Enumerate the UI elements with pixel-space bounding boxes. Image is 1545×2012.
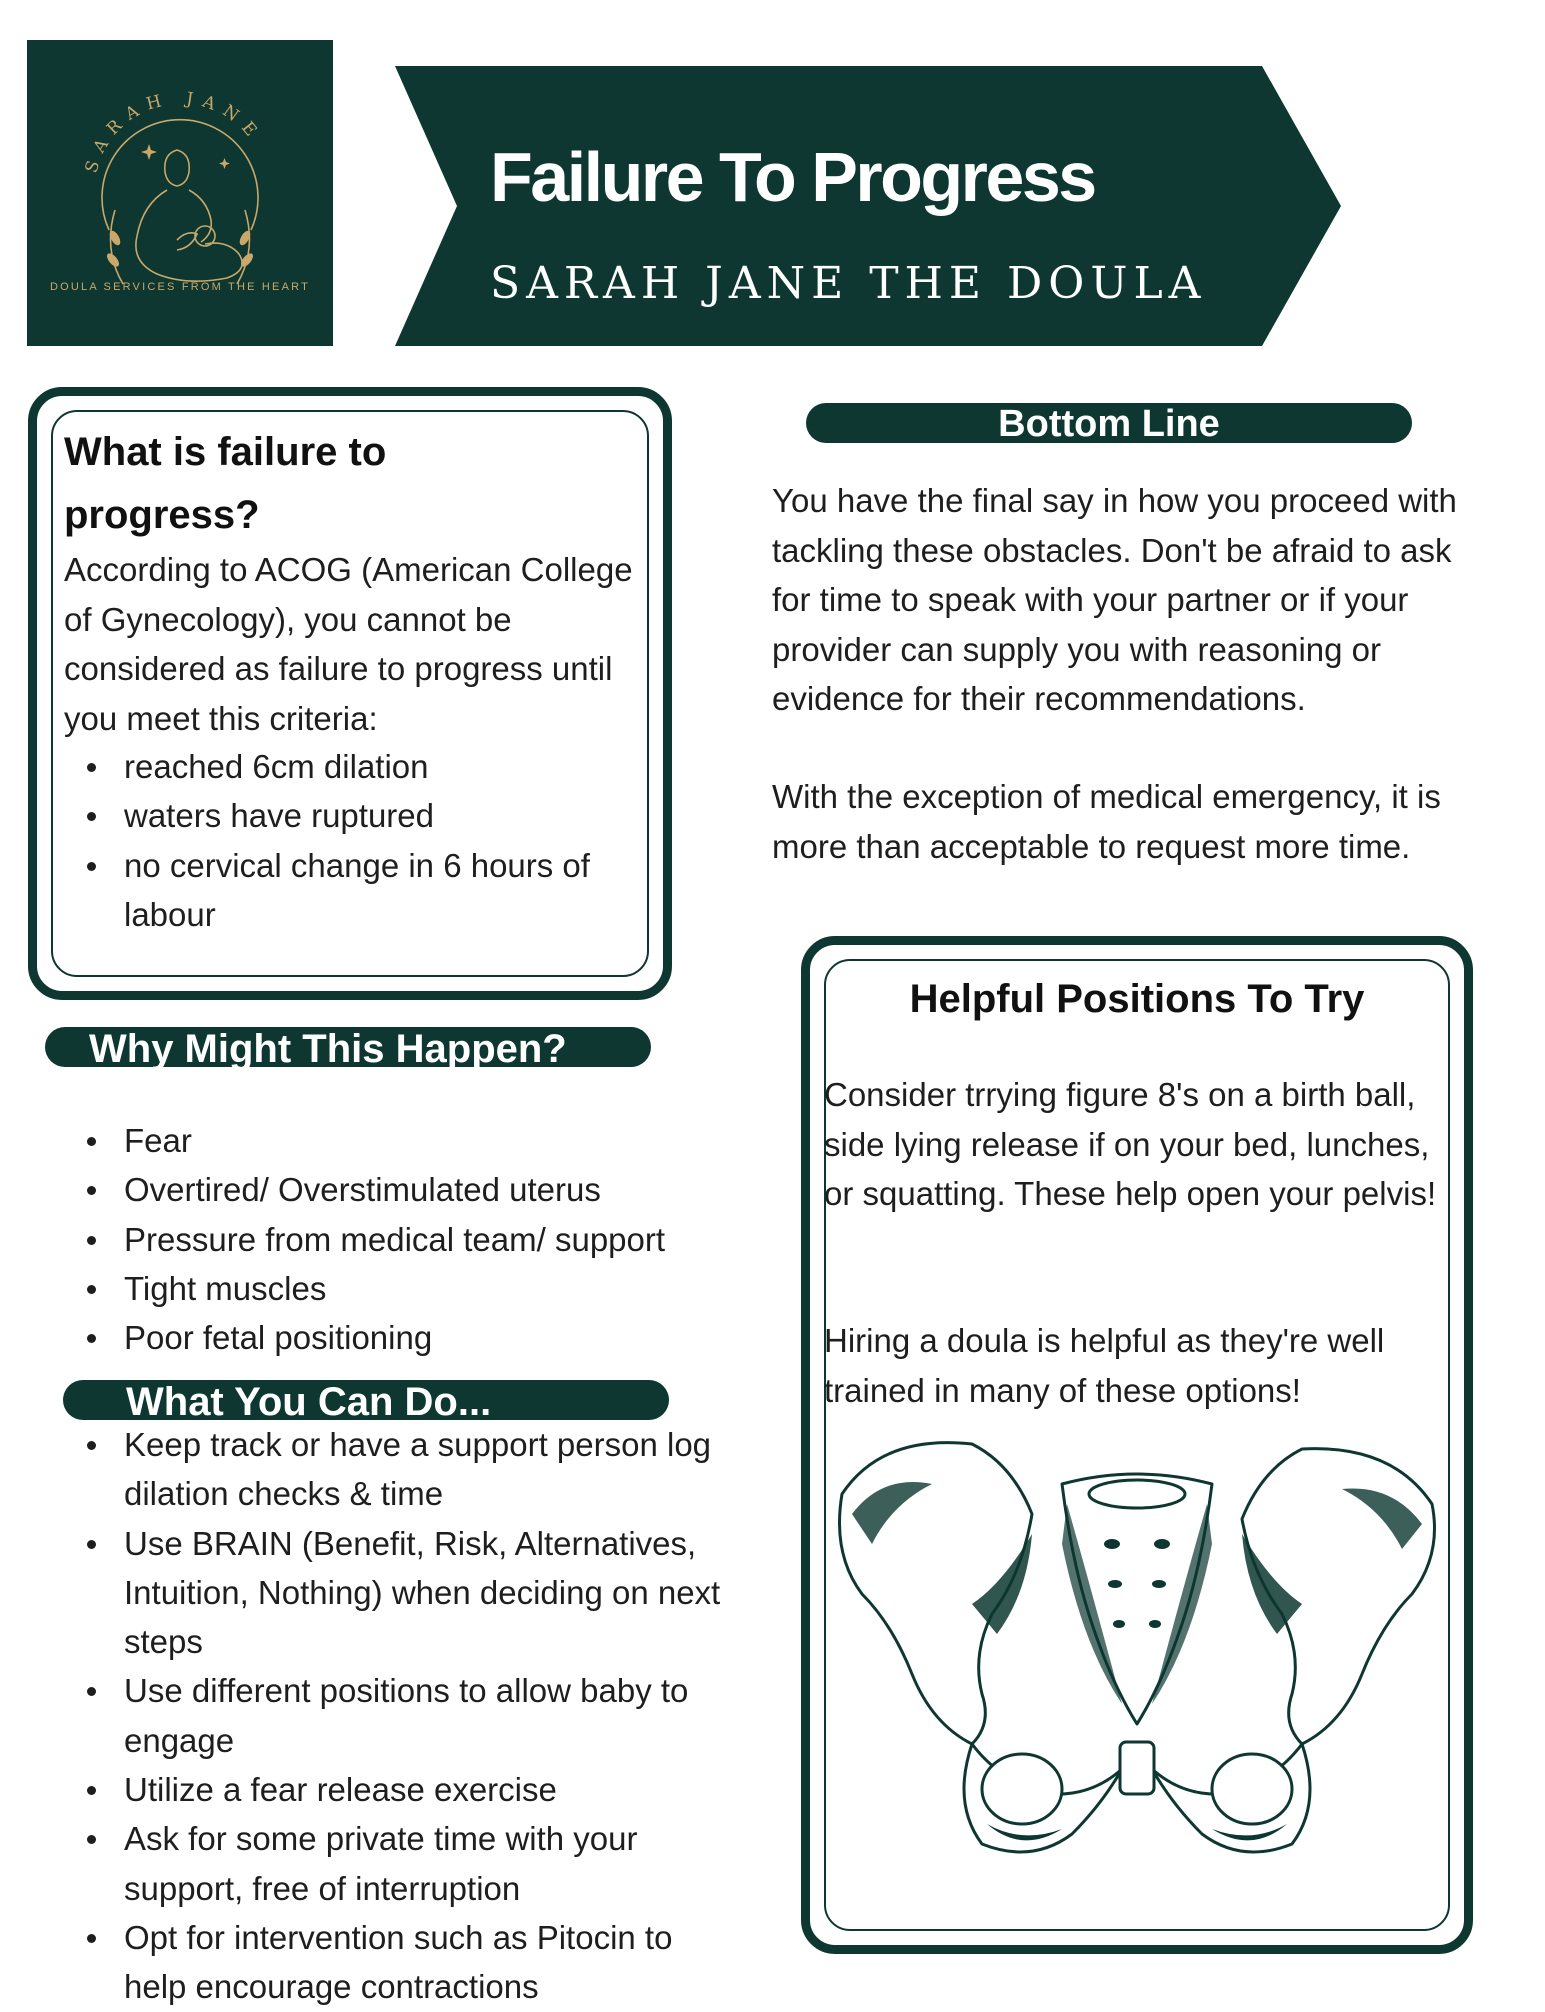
page-subtitle: SARAH JANE THE DOULA <box>490 258 1207 309</box>
list-item: Use different positions to allow baby to engage <box>64 1666 724 1765</box>
logo-tagline: DOULA SERVICES FROM THE HEART <box>49 281 310 293</box>
what-is-intro: According to ACOG (American College of Gynecology), you cannot be considered as failure to progress until you meet this criteria: <box>64 551 633 737</box>
what-you-can-do-pill <box>63 1380 669 1424</box>
positions-heading: Helpful Positions To Try <box>909 977 1365 1021</box>
positions-paragraph-2: Hiring a doula is helpful as they're well trained in many of these options! <box>824 1322 1385 1409</box>
list-item: Tight muscles <box>64 1264 724 1313</box>
page-title: Failure To Progress <box>490 138 1095 216</box>
list-item: Poor fetal positioning <box>64 1313 724 1362</box>
list-item: Keep track or have a support person log dilation checks & time <box>64 1420 724 1519</box>
list-item: no cervical change in 6 hours of labour <box>64 841 644 940</box>
bottom-line-paragraph-1: You have the final say in how you proceed with tackling these obstacles. Don't be afraid to ask for time to speak with your partner or if your provider can supply you with reasoning or evidence for their recommendations. <box>772 482 1457 717</box>
list-item: Opt for intervention such as Pitocin to help encourage contractions <box>64 1913 724 2012</box>
pelvis-illustration-icon <box>822 1424 1452 1864</box>
bottom-line-heading: Bottom Line <box>998 403 1220 445</box>
what-you-can-do-list <box>64 1420 724 2012</box>
why-heading-pill <box>45 1027 651 1071</box>
why-heading: Why Might This Happen? <box>89 1027 567 1071</box>
svg-text:SARAH JANE <box>82 89 267 176</box>
criteria-list <box>64 742 644 939</box>
why-list <box>64 1116 724 1362</box>
what-you-can-do-heading: What You Can Do... <box>126 1380 492 1424</box>
list-item: Fear <box>64 1116 724 1165</box>
logo <box>27 40 333 346</box>
bottom-line-paragraph-2: With the exception of medical emergency, it is more than acceptable to request more time. <box>772 778 1441 865</box>
list-item: Pressure from medical team/ support <box>64 1215 724 1264</box>
list-item: Utilize a fear release exercise <box>64 1765 724 1814</box>
list-item: waters have ruptured <box>64 791 644 840</box>
mother-baby-logo-icon <box>27 40 333 346</box>
bottom-line-pill <box>806 403 1412 443</box>
logo-arc-text: SARAH JANE <box>81 88 267 176</box>
list-item: reached 6cm dilation <box>64 742 644 791</box>
list-item: Ask for some private time with your support, free of interruption <box>64 1814 724 1913</box>
what-is-heading: What is failure to progress? <box>64 430 387 537</box>
positions-paragraph-1: Consider trrying figure 8's on a birth ball, side lying release if on your bed, lunches, or squatting. These help open your pelvis! <box>824 1076 1437 1212</box>
list-item: Overtired/ Overstimulated uterus <box>64 1165 724 1214</box>
list-item: Use BRAIN (Benefit, Risk, Alternatives, Intuition, Nothing) when deciding on next steps <box>64 1519 724 1667</box>
